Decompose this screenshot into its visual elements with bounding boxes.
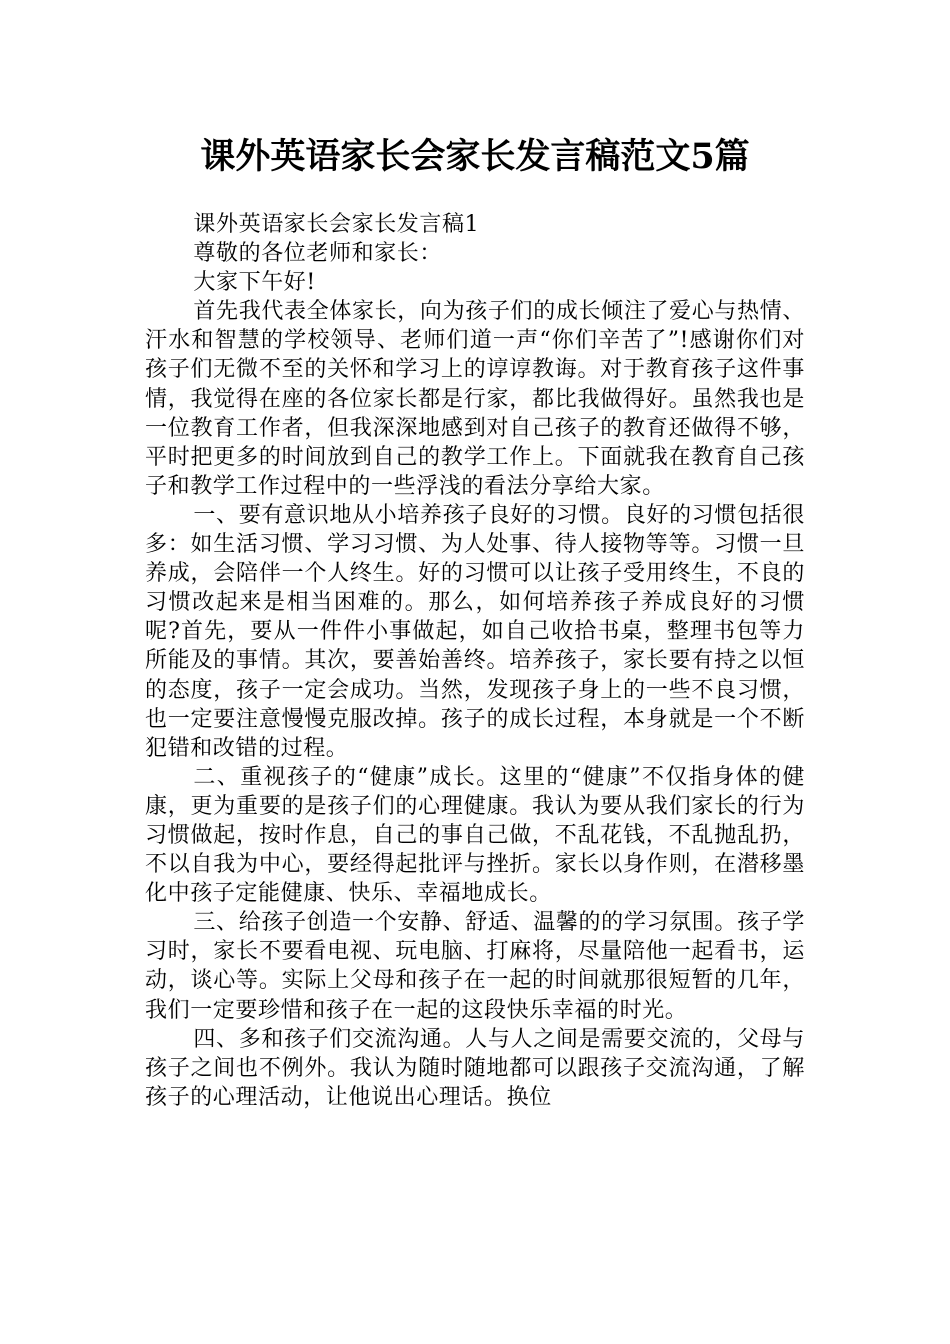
paragraph-salutation: 尊敬的各位老师和家长： — [193, 241, 442, 267]
document-body — [145, 210, 805, 1112]
document-title: 课外英语家长会家长发言稿范文5篇 — [200, 136, 750, 177]
paragraph-point-1: 一、要有意识地从小培养孩子良好的习惯。良好的习惯包括很多：如生活习惯、学习习惯、为人处事、待人接物等等。习惯一旦养成，会陪伴一个人终生。好的习惯可以让孩子受用终生，不良的习惯改起来是相当困难的。那么，如何培养孩子养成良好的习惯呢?首先，要从一件件小事做起，如自己收拾书桌，整理书包等力所能及的事情。其次，要善始善终。培养孩子，家长要有持之以恒的态度，孩子一定会成功。当然，发现孩子身上的一些不良习惯，也一定要注意慢慢克服改掉。孩子的成长过程，本身就是一个不断犯错和改错的过程。 — [145, 502, 805, 761]
paragraph-point-3: 三、给孩子创造一个安静、舒适、温馨的的学习氛围。孩子学习时，家长不要看电视、玩电脑、打麻将，尽量陪他一起看书，运动，谈心等。实际上父母和孩子在一起的时间就那很短暂的几年，我们一定要珍惜和孩子在一起的这段快乐幸福的时光。 — [145, 910, 805, 1023]
paragraph-intro: 首先我代表全体家长，向为孩子们的成长倾注了爱心与热情、汗水和智慧的学校领导、老师们道一声“你们辛苦了”!感谢你们对孩子们无微不至的关怀和学习上的谆谆教诲。对于教育孩子这件事情，我觉得在座的各位家长都是行家，都比我做得好。虽然我也是一位教育工作者，但我深深地感到对自己孩子的教育还做得不够，平时把更多的时间放到自己的教学工作上。下面就我在教育自己孩子和教学工作过程中的一些浮浅的看法分享给大家。 — [145, 299, 805, 499]
paragraph-greeting: 大家下午好! — [193, 270, 316, 296]
paragraph-point-2: 二、重视孩子的“健康”成长。这里的“健康”不仅指身体的健康，更为重要的是孩子们的心理健康。我认为要从我们家长的行为习惯做起，按时作息，自己的事自己做，不乱花钱，不乱抛乱扔，不以自我为中心，要经得起批评与挫折。家长以身作则，在潜移墨化中孩子定能健康、快乐、幸福地成长。 — [145, 764, 805, 907]
paragraph-heading: 课外英语家长会家长发言稿1 — [193, 212, 480, 237]
paragraph-point-4: 四、多和孩子们交流沟通。人与人之间是需要交流的，父母与孩子之间也不例外。我认为随时随地都可以跟孩子交流沟通，了解孩子的心理活动，让他说出心理话。换位 — [145, 1026, 805, 1110]
